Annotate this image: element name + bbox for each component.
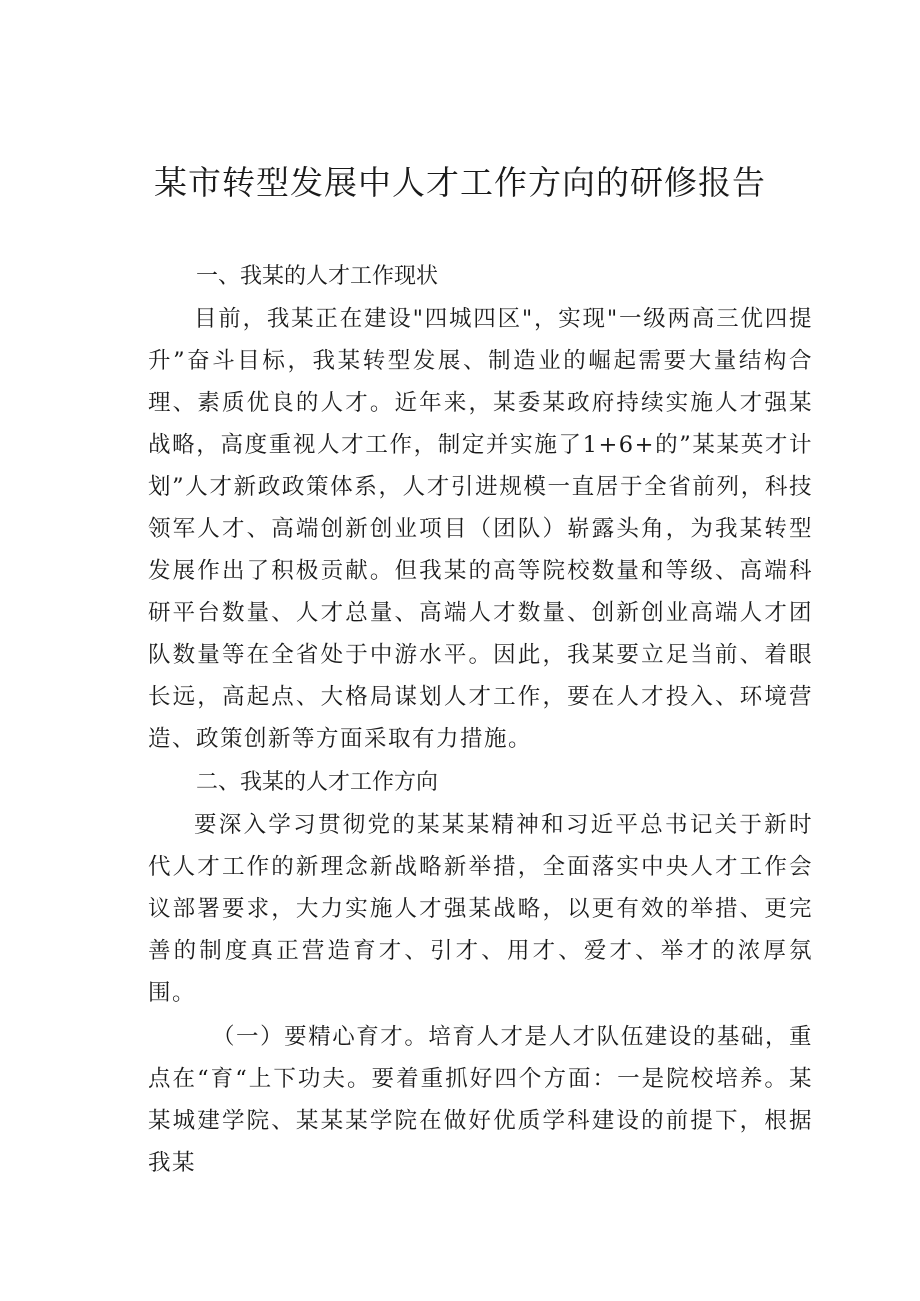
section-heading-status: 一、我某的人才工作现状 [196, 264, 439, 289]
paragraph-direction-intro: 要深入学习贯彻党的某某某精神和习近平总书记关于新时代人才工作的新理念新战略新举措，全面落实中央人才工作会议部署要求，大力实施人才强某战略，以更有效的举措、更完善的制度真正营造育才、引才、用才、爱才、举才的浓厚氛围。 [148, 812, 813, 1006]
document-title: 某市转型发展中人才工作方向的研修报告 [154, 163, 766, 202]
section-heading-direction: 二、我某的人才工作方向 [196, 770, 439, 795]
paragraph-status: 目前，我某正在建设"四城四区"，实现"一级两高三优四提升”奋斗目标，我某转型发展、制造业的崛起需要大量结构合理、素质优良的人才。近年来，某委某政府持续实施人才强某战略，高度重视人才工作，制定并实施了1+6+的”某某英才计划”人才新政政策体系，人才引进规模一直居于全省前列，科技领军人才、高端创新创业项目（团队）崭露头角，为我某转型发展作出了积极贡献。但我某的高等院校数量和等级、高端科研平台数量、人才总量、高端人才数量、创新创业高端人才团队数量等在全省处于中游水平。因此，我某要立足当前、着眼长远，高起点、大格局谋划人才工作，要在人才投入、环境营造、政策创新等方面采取有力措施。 [148, 306, 813, 752]
document-body [148, 256, 813, 1184]
paragraph-cultivate-talent: （一）要精心育才。培育人才是人才队伍建设的基础，重点在“育“上下功夫。要着重抓好四个方面：一是院校培养。某某城建学院、某某某学院在做好优质学科建设的前提下，根据我某 [148, 1024, 813, 1176]
